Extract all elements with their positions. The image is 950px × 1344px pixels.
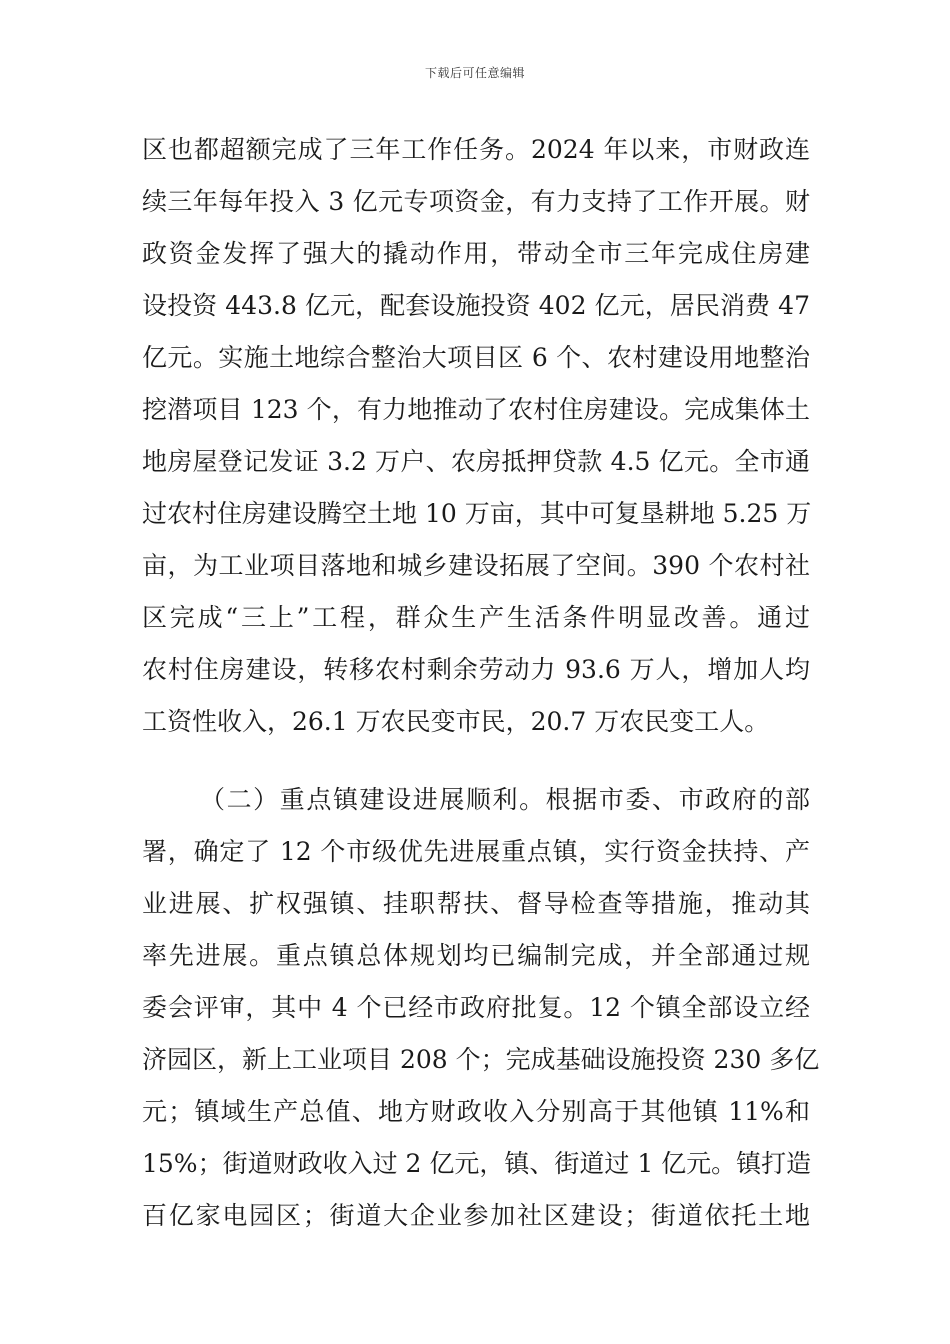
text-line: 15%；街道财政收入过 2 亿元，镇、街道过 1 亿元。镇打造: [142, 1149, 812, 1178]
paragraph-2: [142, 774, 820, 1242]
text-line: 百亿家电园区；街道大企业参加社区建设；街道依托土地: [142, 1201, 810, 1230]
paragraph-1: [142, 124, 810, 748]
text-line: 元；镇域生产总值、地方财政收入分别高于其他镇 11%和: [142, 1097, 810, 1126]
text-line: 农村住房建设，转移农村剩余劳动力 93.6 万人，增加人均: [142, 655, 810, 684]
text-line: 济园区，新上工业项目 208 个；完成基础设施投资 230 多亿: [142, 1045, 820, 1074]
text-line: 委会评审，其中 4 个已经市政府批复。12 个镇全部设立经: [142, 993, 810, 1022]
text-line: 亿元。实施土地综合整治大项目区 6 个、农村建设用地整治: [142, 343, 810, 372]
text-line: 率先进展。重点镇总体规划均已编制完成，并全部通过规: [142, 941, 810, 970]
text-line: 署，确定了 12 个市级优先进展重点镇，实行资金扶持、产: [142, 837, 810, 866]
text-line: 业进展、扩权强镇、挂职帮扶、督导检查等措施，推动其: [142, 889, 810, 918]
text-line: （二）重点镇建设进展顺利。根据市委、市政府的部: [200, 785, 810, 814]
text-line: 挖潜项目 123 个，有力地推动了农村住房建设。完成集体土: [142, 395, 810, 424]
text-line: 设投资 443.8 亿元，配套设施投资 402 亿元，居民消费 47: [142, 291, 810, 320]
text-line: 区也都超额完成了三年工作任务。2024 年以来，市财政连: [142, 135, 810, 164]
text-line: 续三年每年投入 3 亿元专项资金，有力支持了工作开展。财: [142, 187, 810, 216]
text-line: 区完成“三上”工程，群众生产生活条件明显改善。通过: [142, 603, 810, 632]
text-line: 过农村住房建设腾空土地 10 万亩，其中可复垦耕地 5.25 万: [142, 499, 812, 528]
text-line: 亩，为工业项目落地和城乡建设拓展了空间。390 个农村社: [142, 551, 810, 580]
text-line: 政资金发挥了强大的撬动作用，带动全市三年完成住房建: [142, 239, 810, 268]
text-line: 地房屋登记发证 3.2 万户、农房抵押贷款 4.5 亿元。全市通: [142, 447, 810, 476]
page-header-note: 下载后可任意编辑: [424, 66, 525, 80]
text-line: 工资性收入，26.1 万农民变市民，20.7 万农民变工人。: [142, 707, 770, 736]
